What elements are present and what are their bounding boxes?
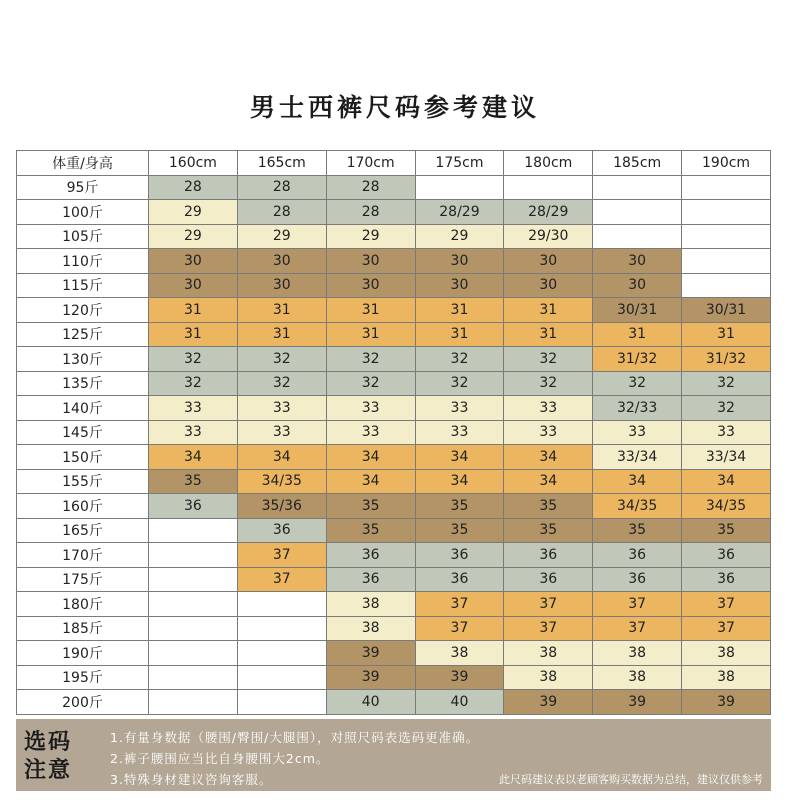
size-cell: 31 [593, 322, 682, 347]
table-row [17, 347, 771, 372]
size-cell: 35 [415, 494, 504, 519]
size-cell: 32 [415, 371, 504, 396]
table-row [17, 592, 771, 617]
note-item: 1.有量身数据（腰围/臀围/大腿围），对照尺码表选码更准确。 [110, 730, 480, 745]
size-cell: 30 [237, 273, 326, 298]
size-cell [149, 616, 238, 641]
size-cell: 33 [326, 396, 415, 421]
size-cell [682, 175, 771, 200]
size-cell: 28 [149, 175, 238, 200]
weight-label: 115斤 [17, 273, 149, 298]
size-cell: 30 [593, 249, 682, 274]
size-chart-body [17, 175, 771, 714]
size-cell: 37 [237, 543, 326, 568]
size-cell: 39 [593, 690, 682, 715]
size-cell: 38 [504, 641, 593, 666]
size-cell: 33 [504, 396, 593, 421]
table-row [17, 494, 771, 519]
notes-list [110, 727, 479, 790]
size-cell [237, 592, 326, 617]
size-cell: 35 [326, 518, 415, 543]
size-cell: 30 [326, 273, 415, 298]
size-cell: 30/31 [593, 298, 682, 323]
size-cell: 36 [593, 543, 682, 568]
size-cell: 33/34 [682, 445, 771, 470]
size-cell: 35 [326, 494, 415, 519]
size-cell: 31 [415, 322, 504, 347]
note-item: 3.特殊身材建议咨询客服。 [110, 772, 273, 787]
size-cell: 30 [504, 249, 593, 274]
size-cell: 31/32 [682, 347, 771, 372]
size-cell: 33 [593, 420, 682, 445]
size-cell [237, 665, 326, 690]
size-cell [149, 543, 238, 568]
table-row [17, 175, 771, 200]
size-cell: 34 [593, 469, 682, 494]
size-cell: 29 [415, 224, 504, 249]
weight-label: 170斤 [17, 543, 149, 568]
size-cell: 34/35 [593, 494, 682, 519]
size-cell: 37 [682, 616, 771, 641]
height-header: 190cm [682, 151, 771, 176]
size-cell [593, 200, 682, 225]
size-cell: 40 [415, 690, 504, 715]
weight-label: 185斤 [17, 616, 149, 641]
size-cell: 30 [149, 249, 238, 274]
size-cell [682, 249, 771, 274]
size-cell: 34 [326, 445, 415, 470]
size-cell [237, 690, 326, 715]
weight-label: 125斤 [17, 322, 149, 347]
size-cell [237, 641, 326, 666]
size-cell: 33 [149, 420, 238, 445]
table-row [17, 665, 771, 690]
size-cell [149, 665, 238, 690]
size-cell: 36 [415, 543, 504, 568]
size-cell: 34 [504, 469, 593, 494]
table-row [17, 616, 771, 641]
size-cell: 29/30 [504, 224, 593, 249]
table-row [17, 322, 771, 347]
size-cell: 32 [237, 371, 326, 396]
size-cell: 33 [237, 396, 326, 421]
height-header: 185cm [593, 151, 682, 176]
size-cell [593, 224, 682, 249]
weight-label: 190斤 [17, 641, 149, 666]
size-cell: 28 [326, 200, 415, 225]
data-source-note: 此尺码建议表以老顾客购买数据为总结，建议仅供参考 [499, 773, 763, 786]
size-cell [415, 175, 504, 200]
weight-label: 150斤 [17, 445, 149, 470]
size-cell: 36 [593, 567, 682, 592]
size-cell: 29 [326, 224, 415, 249]
size-cell: 34 [149, 445, 238, 470]
size-cell: 39 [326, 641, 415, 666]
size-cell: 31 [682, 322, 771, 347]
size-cell: 34 [237, 445, 326, 470]
weight-label: 120斤 [17, 298, 149, 323]
weight-label: 200斤 [17, 690, 149, 715]
size-cell: 34/35 [682, 494, 771, 519]
size-cell: 36 [504, 543, 593, 568]
table-row [17, 273, 771, 298]
size-cell: 36 [149, 494, 238, 519]
weight-label: 160斤 [17, 494, 149, 519]
size-cell: 37 [504, 616, 593, 641]
size-cell: 32 [682, 396, 771, 421]
weight-label: 165斤 [17, 518, 149, 543]
size-cell [149, 641, 238, 666]
size-cell: 33 [149, 396, 238, 421]
table-row [17, 543, 771, 568]
size-cell: 33 [237, 420, 326, 445]
size-cell: 39 [415, 665, 504, 690]
size-cell: 34 [415, 445, 504, 470]
size-cell: 39 [682, 690, 771, 715]
size-cell: 35/36 [237, 494, 326, 519]
weight-label: 130斤 [17, 347, 149, 372]
size-cell: 31 [237, 322, 326, 347]
size-cell: 33 [415, 396, 504, 421]
size-cell: 31/32 [593, 347, 682, 372]
size-cell: 35 [149, 469, 238, 494]
corner-header: 体重/身高 [17, 151, 149, 176]
height-header: 175cm [415, 151, 504, 176]
table-row [17, 371, 771, 396]
size-cell: 32 [593, 371, 682, 396]
size-cell: 32 [682, 371, 771, 396]
size-cell [237, 616, 326, 641]
size-cell: 35 [415, 518, 504, 543]
size-cell: 39 [326, 665, 415, 690]
size-cell: 33 [415, 420, 504, 445]
size-cell: 36 [504, 567, 593, 592]
size-cell: 30 [415, 249, 504, 274]
size-cell: 32/33 [593, 396, 682, 421]
size-cell [149, 567, 238, 592]
page-title: 男士西裤尺码参考建议 [249, 93, 540, 122]
size-cell: 32 [326, 347, 415, 372]
size-cell: 33 [326, 420, 415, 445]
size-cell: 38 [415, 641, 504, 666]
size-cell: 32 [326, 371, 415, 396]
size-cell: 38 [326, 616, 415, 641]
weight-label: 155斤 [17, 469, 149, 494]
size-cell: 31 [504, 322, 593, 347]
table-row [17, 445, 771, 470]
size-cell: 31 [415, 298, 504, 323]
size-cell [593, 175, 682, 200]
size-cell: 32 [504, 347, 593, 372]
size-cell: 37 [593, 592, 682, 617]
table-row [17, 518, 771, 543]
notes-title: 选码注意 [24, 730, 73, 783]
size-cell: 32 [504, 371, 593, 396]
size-cell: 33 [504, 420, 593, 445]
size-cell: 34 [504, 445, 593, 470]
size-cell [149, 518, 238, 543]
size-cell: 37 [593, 616, 682, 641]
size-cell: 38 [593, 665, 682, 690]
size-cell: 37 [415, 616, 504, 641]
table-row [17, 469, 771, 494]
size-cell: 34 [682, 469, 771, 494]
size-cell: 32 [149, 371, 238, 396]
size-cell: 38 [326, 592, 415, 617]
size-cell: 37 [504, 592, 593, 617]
selection-notes-panel [16, 719, 771, 791]
size-cell: 32 [149, 347, 238, 372]
size-cell [504, 175, 593, 200]
size-cell: 35 [593, 518, 682, 543]
size-cell: 31 [326, 298, 415, 323]
weight-label: 145斤 [17, 420, 149, 445]
table-row [17, 396, 771, 421]
size-cell: 28 [326, 175, 415, 200]
size-cell: 31 [149, 298, 238, 323]
size-cell: 30 [237, 249, 326, 274]
size-cell: 31 [237, 298, 326, 323]
size-cell: 31 [504, 298, 593, 323]
size-cell: 35 [504, 518, 593, 543]
weight-label: 180斤 [17, 592, 149, 617]
size-cell: 28 [237, 200, 326, 225]
size-cell [682, 273, 771, 298]
size-cell: 30 [593, 273, 682, 298]
height-header: 165cm [237, 151, 326, 176]
size-cell: 30 [326, 249, 415, 274]
size-cell: 38 [682, 665, 771, 690]
height-header: 160cm [149, 151, 238, 176]
size-cell: 36 [415, 567, 504, 592]
size-cell: 33/34 [593, 445, 682, 470]
size-cell: 38 [682, 641, 771, 666]
size-cell: 33 [682, 420, 771, 445]
weight-label: 110斤 [17, 249, 149, 274]
size-cell: 34 [415, 469, 504, 494]
table-row [17, 249, 771, 274]
size-cell: 36 [682, 567, 771, 592]
size-cell: 38 [504, 665, 593, 690]
height-header: 170cm [326, 151, 415, 176]
weight-label: 105斤 [17, 224, 149, 249]
size-cell [149, 592, 238, 617]
table-row [17, 690, 771, 715]
size-cell: 32 [237, 347, 326, 372]
size-cell: 30 [149, 273, 238, 298]
table-row [17, 298, 771, 323]
size-cell: 36 [682, 543, 771, 568]
size-cell: 30 [504, 273, 593, 298]
height-header: 180cm [504, 151, 593, 176]
size-cell [682, 224, 771, 249]
size-cell: 36 [237, 518, 326, 543]
weight-label: 195斤 [17, 665, 149, 690]
size-cell: 39 [504, 690, 593, 715]
size-cell: 29 [237, 224, 326, 249]
size-cell [682, 200, 771, 225]
weight-label: 175斤 [17, 567, 149, 592]
size-cell: 28 [237, 175, 326, 200]
size-cell: 34/35 [237, 469, 326, 494]
size-cell: 31 [326, 322, 415, 347]
size-cell: 32 [415, 347, 504, 372]
size-cell: 40 [326, 690, 415, 715]
note-item: 2.裤子腰围应当比自身腰围大2cm。 [110, 751, 330, 766]
size-cell: 29 [149, 200, 238, 225]
size-cell: 36 [326, 567, 415, 592]
size-cell [149, 690, 238, 715]
size-cell: 35 [504, 494, 593, 519]
size-cell: 37 [415, 592, 504, 617]
weight-label: 95斤 [17, 175, 149, 200]
table-row [17, 224, 771, 249]
size-cell: 29 [149, 224, 238, 249]
size-cell: 30/31 [682, 298, 771, 323]
table-row [17, 641, 771, 666]
table-row [17, 200, 771, 225]
weight-label: 100斤 [17, 200, 149, 225]
size-cell: 28/29 [504, 200, 593, 225]
size-cell: 34 [326, 469, 415, 494]
size-cell: 36 [326, 543, 415, 568]
table-row [17, 567, 771, 592]
size-cell: 35 [682, 518, 771, 543]
size-cell: 37 [237, 567, 326, 592]
header-row [17, 151, 771, 176]
weight-label: 140斤 [17, 396, 149, 421]
size-cell: 31 [149, 322, 238, 347]
size-cell: 30 [415, 273, 504, 298]
size-cell: 28/29 [415, 200, 504, 225]
weight-label: 135斤 [17, 371, 149, 396]
table-row [17, 420, 771, 445]
size-cell: 37 [682, 592, 771, 617]
size-chart-table [16, 150, 771, 715]
size-cell: 38 [593, 641, 682, 666]
